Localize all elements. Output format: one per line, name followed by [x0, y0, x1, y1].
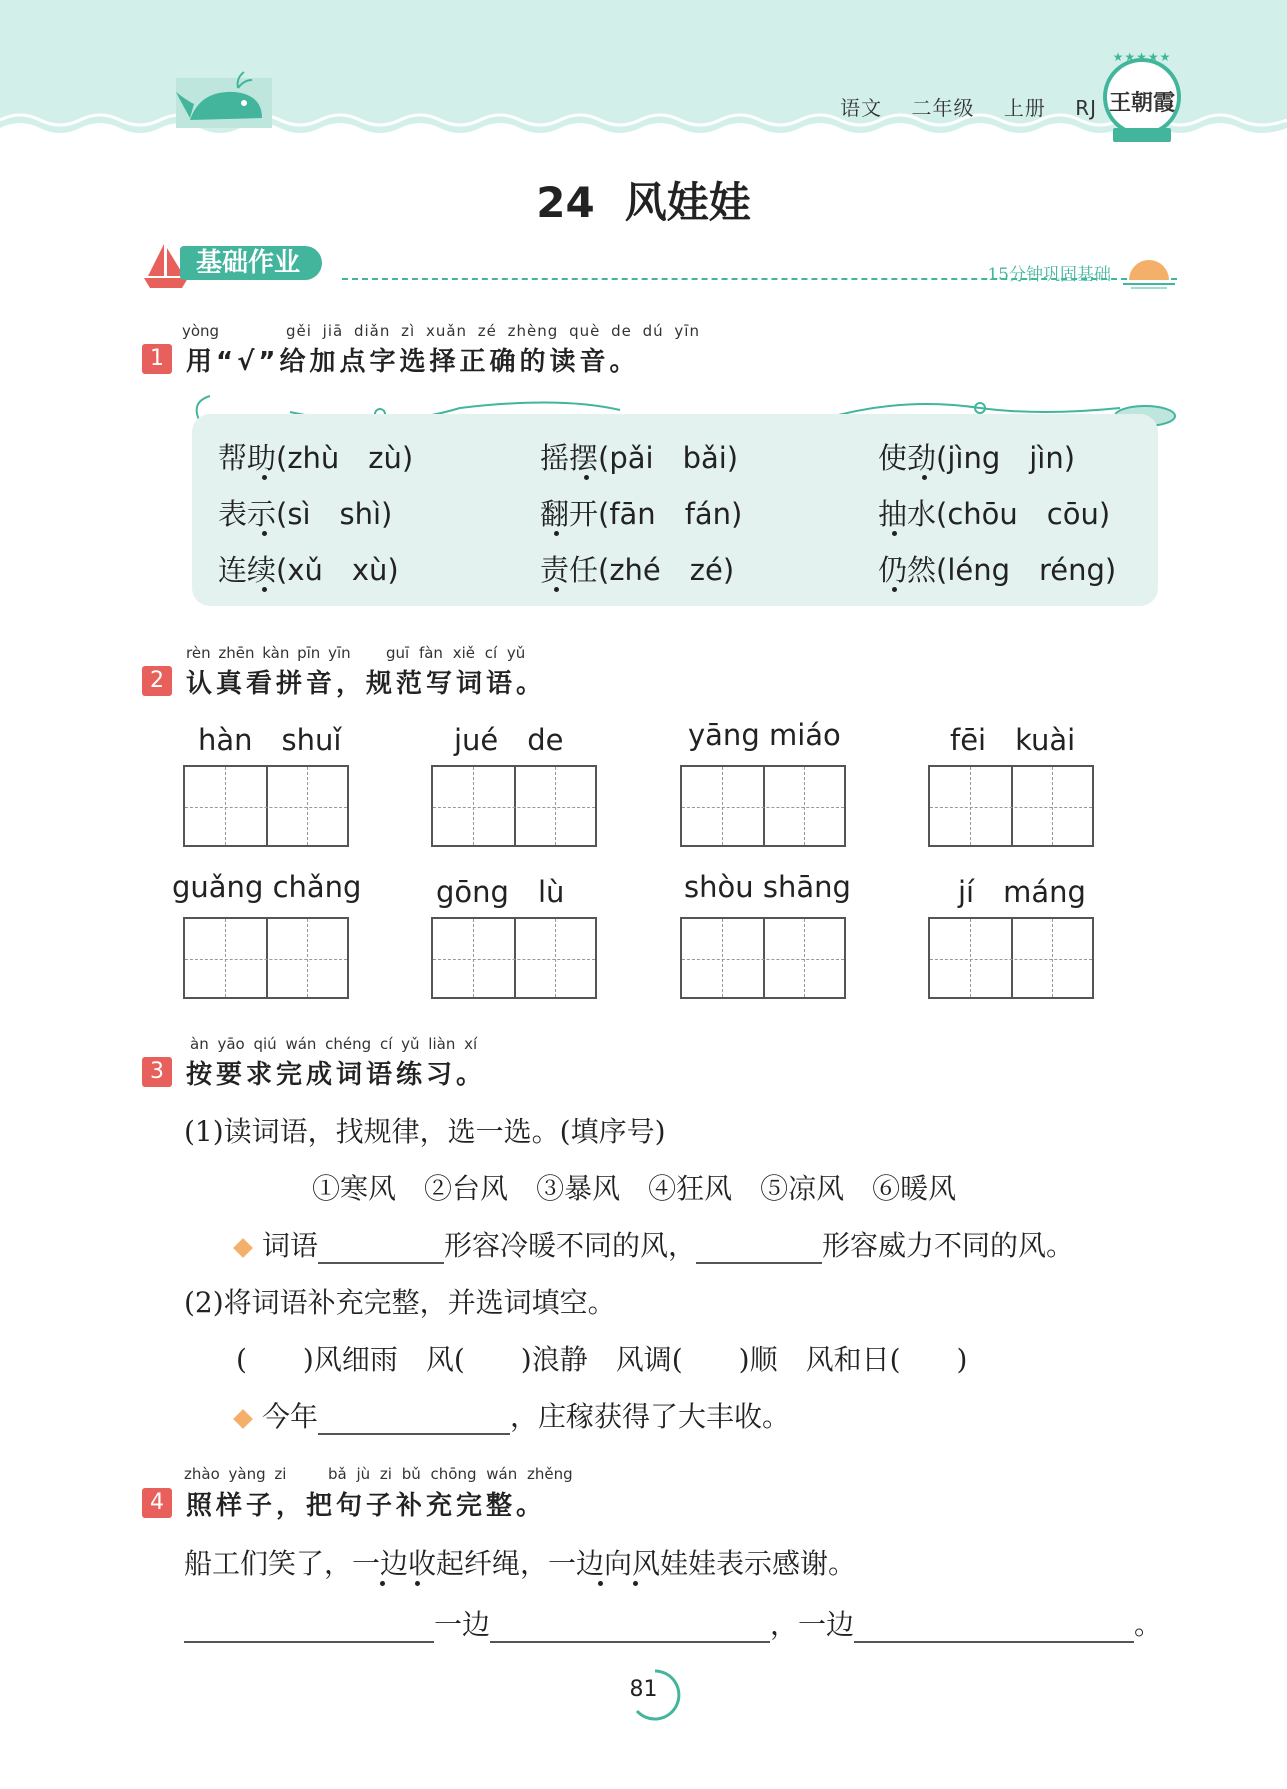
- emphasis-dot: [922, 475, 927, 480]
- writing-grid[interactable]: [928, 765, 1094, 847]
- star-icon: ★★★★★: [1112, 50, 1172, 64]
- q4-number: 4: [142, 1488, 172, 1518]
- writing-grid[interactable]: [431, 765, 597, 847]
- emphasis-dot: [554, 531, 559, 536]
- edition-label: RJ: [1075, 96, 1097, 120]
- header-meta: [818, 92, 1097, 121]
- q2-word-pinyin: hàn shuǐ: [198, 723, 342, 757]
- q2-word-pinyin: jí máng: [958, 875, 1086, 909]
- q2-instruction: 认真看拼音，规范写词语。: [186, 669, 547, 699]
- q1-item: 仍然(léng réng): [878, 553, 1117, 587]
- emphasis-dot: [415, 1581, 420, 1586]
- q1-item: 帮助(zhù zù): [218, 441, 414, 475]
- answer-blank[interactable]: [490, 1613, 770, 1643]
- q1-item: 翻开(fān fán): [540, 497, 743, 531]
- writing-grid[interactable]: [680, 917, 846, 999]
- answer-blank[interactable]: [696, 1234, 822, 1264]
- emphasis-dot: [633, 1581, 638, 1586]
- q4-pinyin-1: zhào yàng zi: [184, 1465, 287, 1483]
- q3-fill1: 词语 形容冷暖不同的风， 形容威力不同的风。: [236, 1224, 1074, 1264]
- writing-grid[interactable]: [183, 765, 349, 847]
- q2-word-pinyin: yāng miáo: [688, 718, 841, 752]
- q3-part1: (1)读词语，找规律，选一选。(填序号): [184, 1115, 666, 1148]
- q1-item: 连续(xǔ xù): [218, 553, 399, 587]
- emphasis-dot: [262, 531, 267, 536]
- diamond-icon: [233, 1409, 253, 1429]
- page-header: [0, 0, 1287, 150]
- emphasis-dot: [554, 587, 559, 592]
- q2-word-pinyin: guǎng chǎng: [172, 870, 362, 904]
- q3-options: ①寒风 ②台风 ③暴风 ④狂风 ⑤凉风 ⑥暖风: [312, 1172, 957, 1205]
- writing-grid[interactable]: [680, 765, 846, 847]
- q1-item: 表示(sì shì): [218, 497, 393, 531]
- emphasis-dot: [892, 587, 897, 592]
- q2-pinyin-2: guī fàn xiě cí yǔ: [386, 644, 526, 662]
- page-number: 81: [629, 1677, 658, 1702]
- volume-label: 上册: [1003, 96, 1046, 120]
- q1-item: 责任(zhé zé): [540, 553, 735, 587]
- brand-name: 王朝霞: [1108, 90, 1175, 116]
- wave-decoration: [0, 0, 1287, 150]
- answer-blank[interactable]: [318, 1405, 510, 1435]
- answer-blank[interactable]: [184, 1613, 434, 1643]
- writing-grid[interactable]: [928, 917, 1094, 999]
- q3-idioms: ( )风细雨 风( )浪静 风调( )顺 风和日( ): [236, 1343, 968, 1376]
- lesson-title: 风娃娃: [624, 178, 751, 227]
- q2-word-pinyin: gōng lù: [436, 875, 565, 909]
- emphasis-dot: [262, 587, 267, 592]
- section-label: 基础作业: [180, 246, 322, 280]
- q4-pinyin-2: bǎ jù zi bǔ chōng wán zhěng: [328, 1465, 573, 1483]
- q4-instruction: 照样子，把句子补充完整。: [186, 1491, 547, 1521]
- whale-icon: [176, 72, 272, 128]
- grade-label: 二年级: [911, 96, 975, 120]
- writing-grid[interactable]: [183, 917, 349, 999]
- q2-word-pinyin: jué de: [454, 723, 564, 757]
- q1-pinyin-1: yòng: [182, 322, 220, 340]
- q4-example: 船工们笑了，一边收起纤绳，一边向风娃娃表示感谢。: [184, 1547, 857, 1580]
- q1-item: 摇摆(pǎi bǎi): [540, 441, 739, 475]
- page-title: [0, 170, 1287, 230]
- q1-pinyin-2: gěi jiā diǎn zì xuǎn zé zhèng què de dú yīn: [286, 322, 700, 340]
- emphasis-dot: [892, 531, 897, 536]
- brand-logo: [1103, 50, 1181, 136]
- section-note: 15分钟巩固基础: [987, 265, 1111, 285]
- emphasis-dot: [262, 475, 267, 480]
- q3-number: 3: [142, 1057, 172, 1087]
- subject-label: 语文: [840, 96, 883, 120]
- emphasis-dot: [598, 1581, 603, 1586]
- q2-number: 2: [142, 666, 172, 696]
- logo-ribbon: [1113, 128, 1171, 142]
- answer-blank[interactable]: [318, 1234, 444, 1264]
- emphasis-dot: [584, 475, 589, 480]
- q3-instruction: 按要求完成词语练习。: [186, 1060, 487, 1090]
- q2-pinyin-1: rèn zhēn kàn pīn yīn: [186, 644, 351, 662]
- q3-pinyin: àn yāo qiú wán chéng cí yǔ liàn xí: [190, 1035, 478, 1053]
- q4-fill: 一边 ，一边 。: [184, 1603, 1162, 1643]
- q1-instruction: 用“√”给加点字选择正确的读音。: [186, 347, 640, 377]
- lesson-number: 24: [536, 178, 595, 227]
- emphasis-dot: [380, 1581, 385, 1586]
- q1-item: 使劲(jìng jìn): [878, 441, 1076, 475]
- q1-item: 抽水(chōu cōu): [878, 497, 1111, 531]
- answer-blank[interactable]: [854, 1613, 1134, 1643]
- diamond-icon: [233, 1238, 253, 1258]
- q3-part2: (2)将词语补充完整，并选词填空。: [184, 1286, 616, 1319]
- q2-word-pinyin: fēi kuài: [950, 723, 1076, 757]
- section-bar: [142, 242, 1177, 290]
- sun-icon: [1121, 250, 1177, 290]
- q1-number: 1: [142, 344, 172, 374]
- writing-grid[interactable]: [431, 917, 597, 999]
- q3-fill2: 今年 ，庄稼获得了大丰收。: [236, 1395, 790, 1435]
- q2-word-pinyin: shòu shāng: [684, 870, 851, 904]
